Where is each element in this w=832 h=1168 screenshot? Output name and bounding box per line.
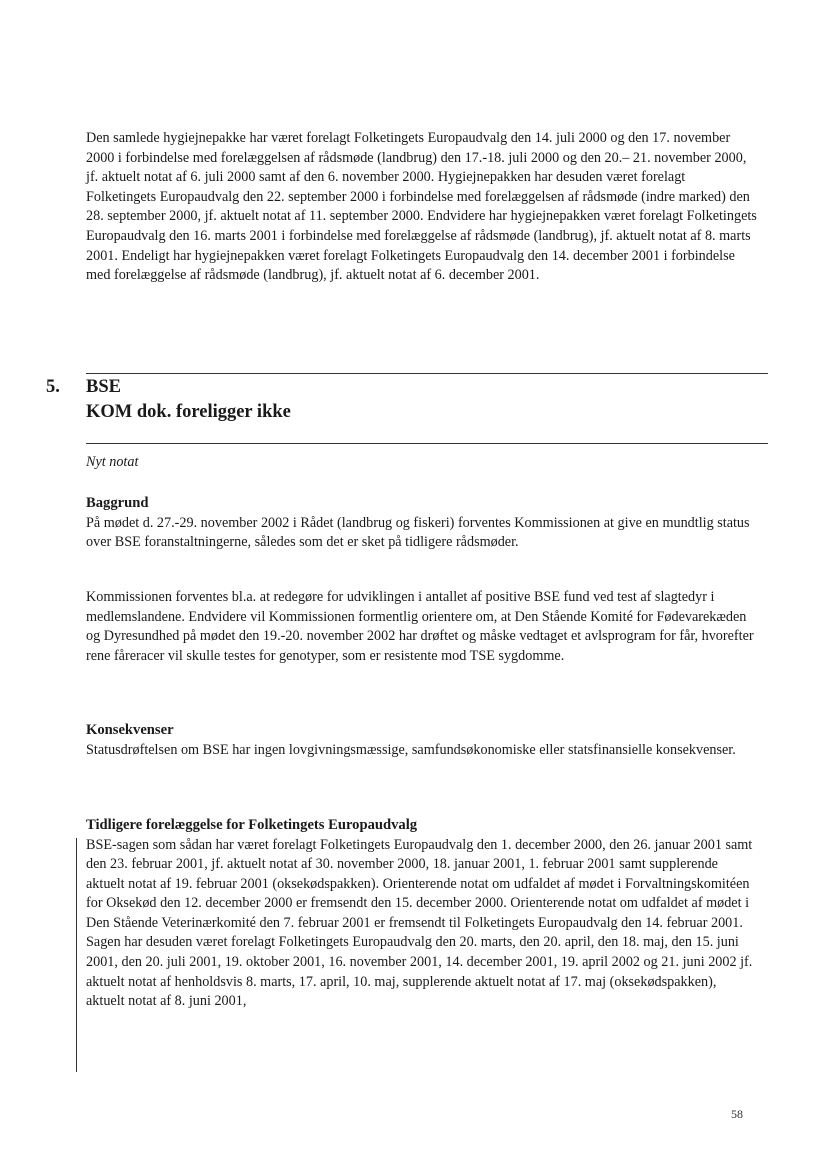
section-title: BSE (86, 377, 121, 397)
revision-change-bar (76, 838, 77, 1072)
konsekvenser-block (86, 721, 758, 760)
section-subtitle: KOM dok. foreligger ikke (86, 402, 291, 422)
note-label: Nyt notat (86, 454, 139, 470)
intro-paragraph (86, 129, 758, 286)
tidligere-text: BSE-sagen som sådan har været forelagt Folketingets Europaudvalg den 1. december 2000, den 26. januar 2001 samt den 23. februar 2001, jf. aktuelt notat af 30. november 2000, 18. januar 2001, 1. februar 2001 samt supplerende aktuelt notat af 19. februar 2001 (oksekødspakken). Orienterende notat om udfaldet af mødet i Forvaltningskomitéen for Oksekød den 12. december 2000 er fremsendt den 15. december 2000. Orienterende notat om udfaldet af mødet i Den Stående Veterinærkomité den 7. februar 2001 er fremsendt til Folketingets Europaudvalg den 14. februar 2001. Sagen har desuden været forelagt Folketingets Europaudvalg den 20. marts, den 20. april, den 18. maj, den 15. juni 2001, den 20. juli 2001, 19. oktober 2001, 16. november 2001, 14. december 2001, 19. april 2002 og 21. juni 2002 jf. aktuelt notat af henholdsvis 8. marts, 17. april, 10. maj, supplerende aktuelt notat af 17. maj (oksekødspakken), aktuelt notat af 8. juni 2001, (86, 836, 753, 1010)
section-rule-bottom (86, 443, 768, 444)
tidligere-heading: Tidligere forelæggelse for Folketingets Europaudvalg (86, 817, 418, 833)
tidligere-block (86, 816, 758, 1012)
intro-text: Den samlede hygiejnepakke har været forelagt Folketingets Europaudvalg den 14. juli 2000 og den 17. november 2000 i forbindelse med forelæggelsen af rådsmøde (landbrug) den 17.-18. juli 2000 og den 20.– 21. november 2000, jf. aktuelt notat af 6. juli 2000 samt af den 6. november 2000. Hygiejnepakken har desuden været forelagt Folketingets Europaudvalg den 22. september 2000 i forbindelse med forelæggelsen af rådsmøde (indre marked) den 28. september 2000, jf. aktuelt notat af 11. september 2000. Endvidere har hygiejnepakken været forelagt Folketingets Europaudvalg den 16. marts 2001 i forbindelse med forelæggelse af rådsmøde (landbrug), jf. aktuelt notat af 8. marts 2001. Endeligt har hygiejnepakken været forelagt Folketingets Europaudvalg den 14. december 2001 i forbindelse med forelæggelse af rådsmøde (landbrug), jf. aktuelt notat af 6. december 2001. (86, 130, 757, 284)
section-rule-top (86, 373, 768, 374)
section-number: 5. (46, 377, 60, 397)
baggrund-heading: Baggrund (86, 495, 149, 511)
baggrund-text: På mødet d. 27.-29. november 2002 i Rådet (landbrug og fiskeri) forventes Kommissionen at give en mundtlig status over BSE foranstaltningerne, således som det er sket på tidligere rådsmøder. (86, 514, 750, 551)
baggrund-block (86, 494, 758, 553)
page-number: 58 (731, 1107, 743, 1121)
konsekvenser-text: Statusdrøftelsen om BSE har ingen lovgivningsmæssige, samfundsøkonomiske eller statsfinansielle konsekvenser. (86, 741, 736, 758)
kommission-block (86, 588, 758, 666)
kommission-text: Kommissionen forventes bl.a. at redegøre for udviklingen i antallet af positive BSE fund ved test af slagtedyr i medlemslandene. Endvidere vil Kommissionen formentlig orientere om, at Den Stående Komité for Fødevarekæden og Dyresundhed på mødet den 19.-20. november 2002 har drøftet og måske vedtaget et avlsprogram for får, hvorefter rene fåreracer vil skulle testes for genotyper, som er resistente mod TSE sygdomme. (86, 589, 754, 664)
konsekvenser-heading: Konsekvenser (86, 722, 174, 738)
